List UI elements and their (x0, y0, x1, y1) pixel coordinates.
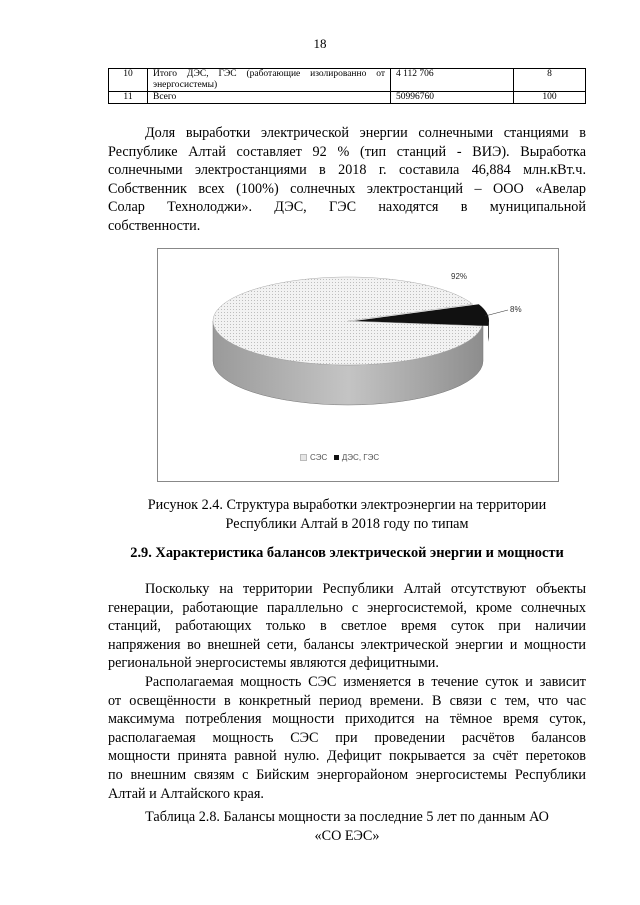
paragraph-solar-share (108, 124, 586, 236)
text-line: Располагаемая мощность СЭС изменяется в течение суток и зависит (145, 674, 586, 690)
section-heading: 2.9. Характеристика балансов электрической энергии и мощности (130, 545, 564, 561)
legend-swatch-ses (300, 454, 307, 461)
text-line: Собственник всех (100%) солнечных электростанций – ООО «Авелар (108, 180, 586, 197)
text-line: Алтай и Алтайского края. (108, 785, 264, 802)
data-label-ses: 92% (451, 272, 468, 281)
legend-item (300, 453, 327, 462)
generation-table (108, 68, 586, 104)
text-line: Доля выработки электрической энергии солнечными станциями в (145, 125, 586, 141)
text-line: мощности принята равной нулю. Дефицит покрывается за счёт перетоков (108, 748, 586, 765)
legend-swatch-des (334, 455, 339, 460)
paragraph-available-capacity (108, 673, 586, 803)
table-row (109, 69, 586, 92)
pie-chart (157, 248, 559, 482)
row-percent: 100 (514, 92, 586, 104)
text-line: напряжения во внешней сети, балансы электрической энергии и мощности (108, 636, 586, 653)
row-name: Всего (148, 92, 391, 104)
text-line: Таблица 2.8. Балансы мощности за последние 5 лет по данным АО (145, 809, 549, 825)
row-number: 11 (109, 92, 148, 104)
figure-caption (108, 496, 586, 533)
text-line: «СО ЕЭС» (314, 827, 380, 844)
text-line: Республике Алтай составляет 92 % (тип станций - ВИЭ). Выработка (108, 143, 586, 160)
row-percent: 8 (514, 69, 586, 92)
text-line: располагаемая мощность СЭС при проведении расчётов балансов (108, 729, 586, 746)
page-number: 18 (313, 36, 327, 51)
text-line: по внешним связям с Бийским энергорайоном энергосистемы Республики (108, 766, 586, 783)
data-label-des: 8% (510, 305, 522, 314)
label-leader-line (485, 310, 508, 316)
text-line: солнечными электростанциями в 2018 г. составила 46,884 млн.кВт.ч. (108, 162, 586, 179)
legend-label: СЭС (310, 453, 328, 462)
table-caption (108, 808, 586, 845)
text-line: Республики Алтай в 2018 году по типам (225, 515, 469, 532)
chart-legend (300, 453, 379, 462)
table-row (109, 92, 586, 104)
text-line: максимума потребления мощности приходится на тёмное время суток, (108, 711, 586, 728)
text-line: генерации, работающие параллельно с энергосистемой, кроме солнечных (108, 599, 586, 616)
text-line: станций, работающих только в светлое время суток при наличии (108, 618, 586, 635)
text-line: Рисунок 2.4. Структура выработки электроэнергии на территории (147, 497, 547, 513)
text-line: Солар Технолоджи». ДЭС, ГЭС находятся в муниципальной (108, 199, 586, 216)
row-name: Итого ДЭС, ГЭС (работающие изолированно от энергосистемы) (148, 69, 391, 92)
pie-chart-svg (158, 249, 558, 481)
text-line: Поскольку на территории Республики Алтай отсутствуют объекты (145, 581, 586, 597)
legend-item (334, 453, 379, 462)
text-line: от освещённости в конкретный период времени. В связи с тем, что час (108, 692, 586, 709)
paragraph-deficit (108, 580, 586, 673)
row-value: 4 112 706 (391, 69, 514, 92)
row-number: 10 (109, 69, 148, 92)
row-value: 50996760 (391, 92, 514, 104)
legend-label: ДЭС, ГЭС (341, 453, 380, 462)
text-line: собственности. (108, 217, 201, 234)
text-line: региональной энергосистемы являются дефицитными. (108, 655, 439, 672)
